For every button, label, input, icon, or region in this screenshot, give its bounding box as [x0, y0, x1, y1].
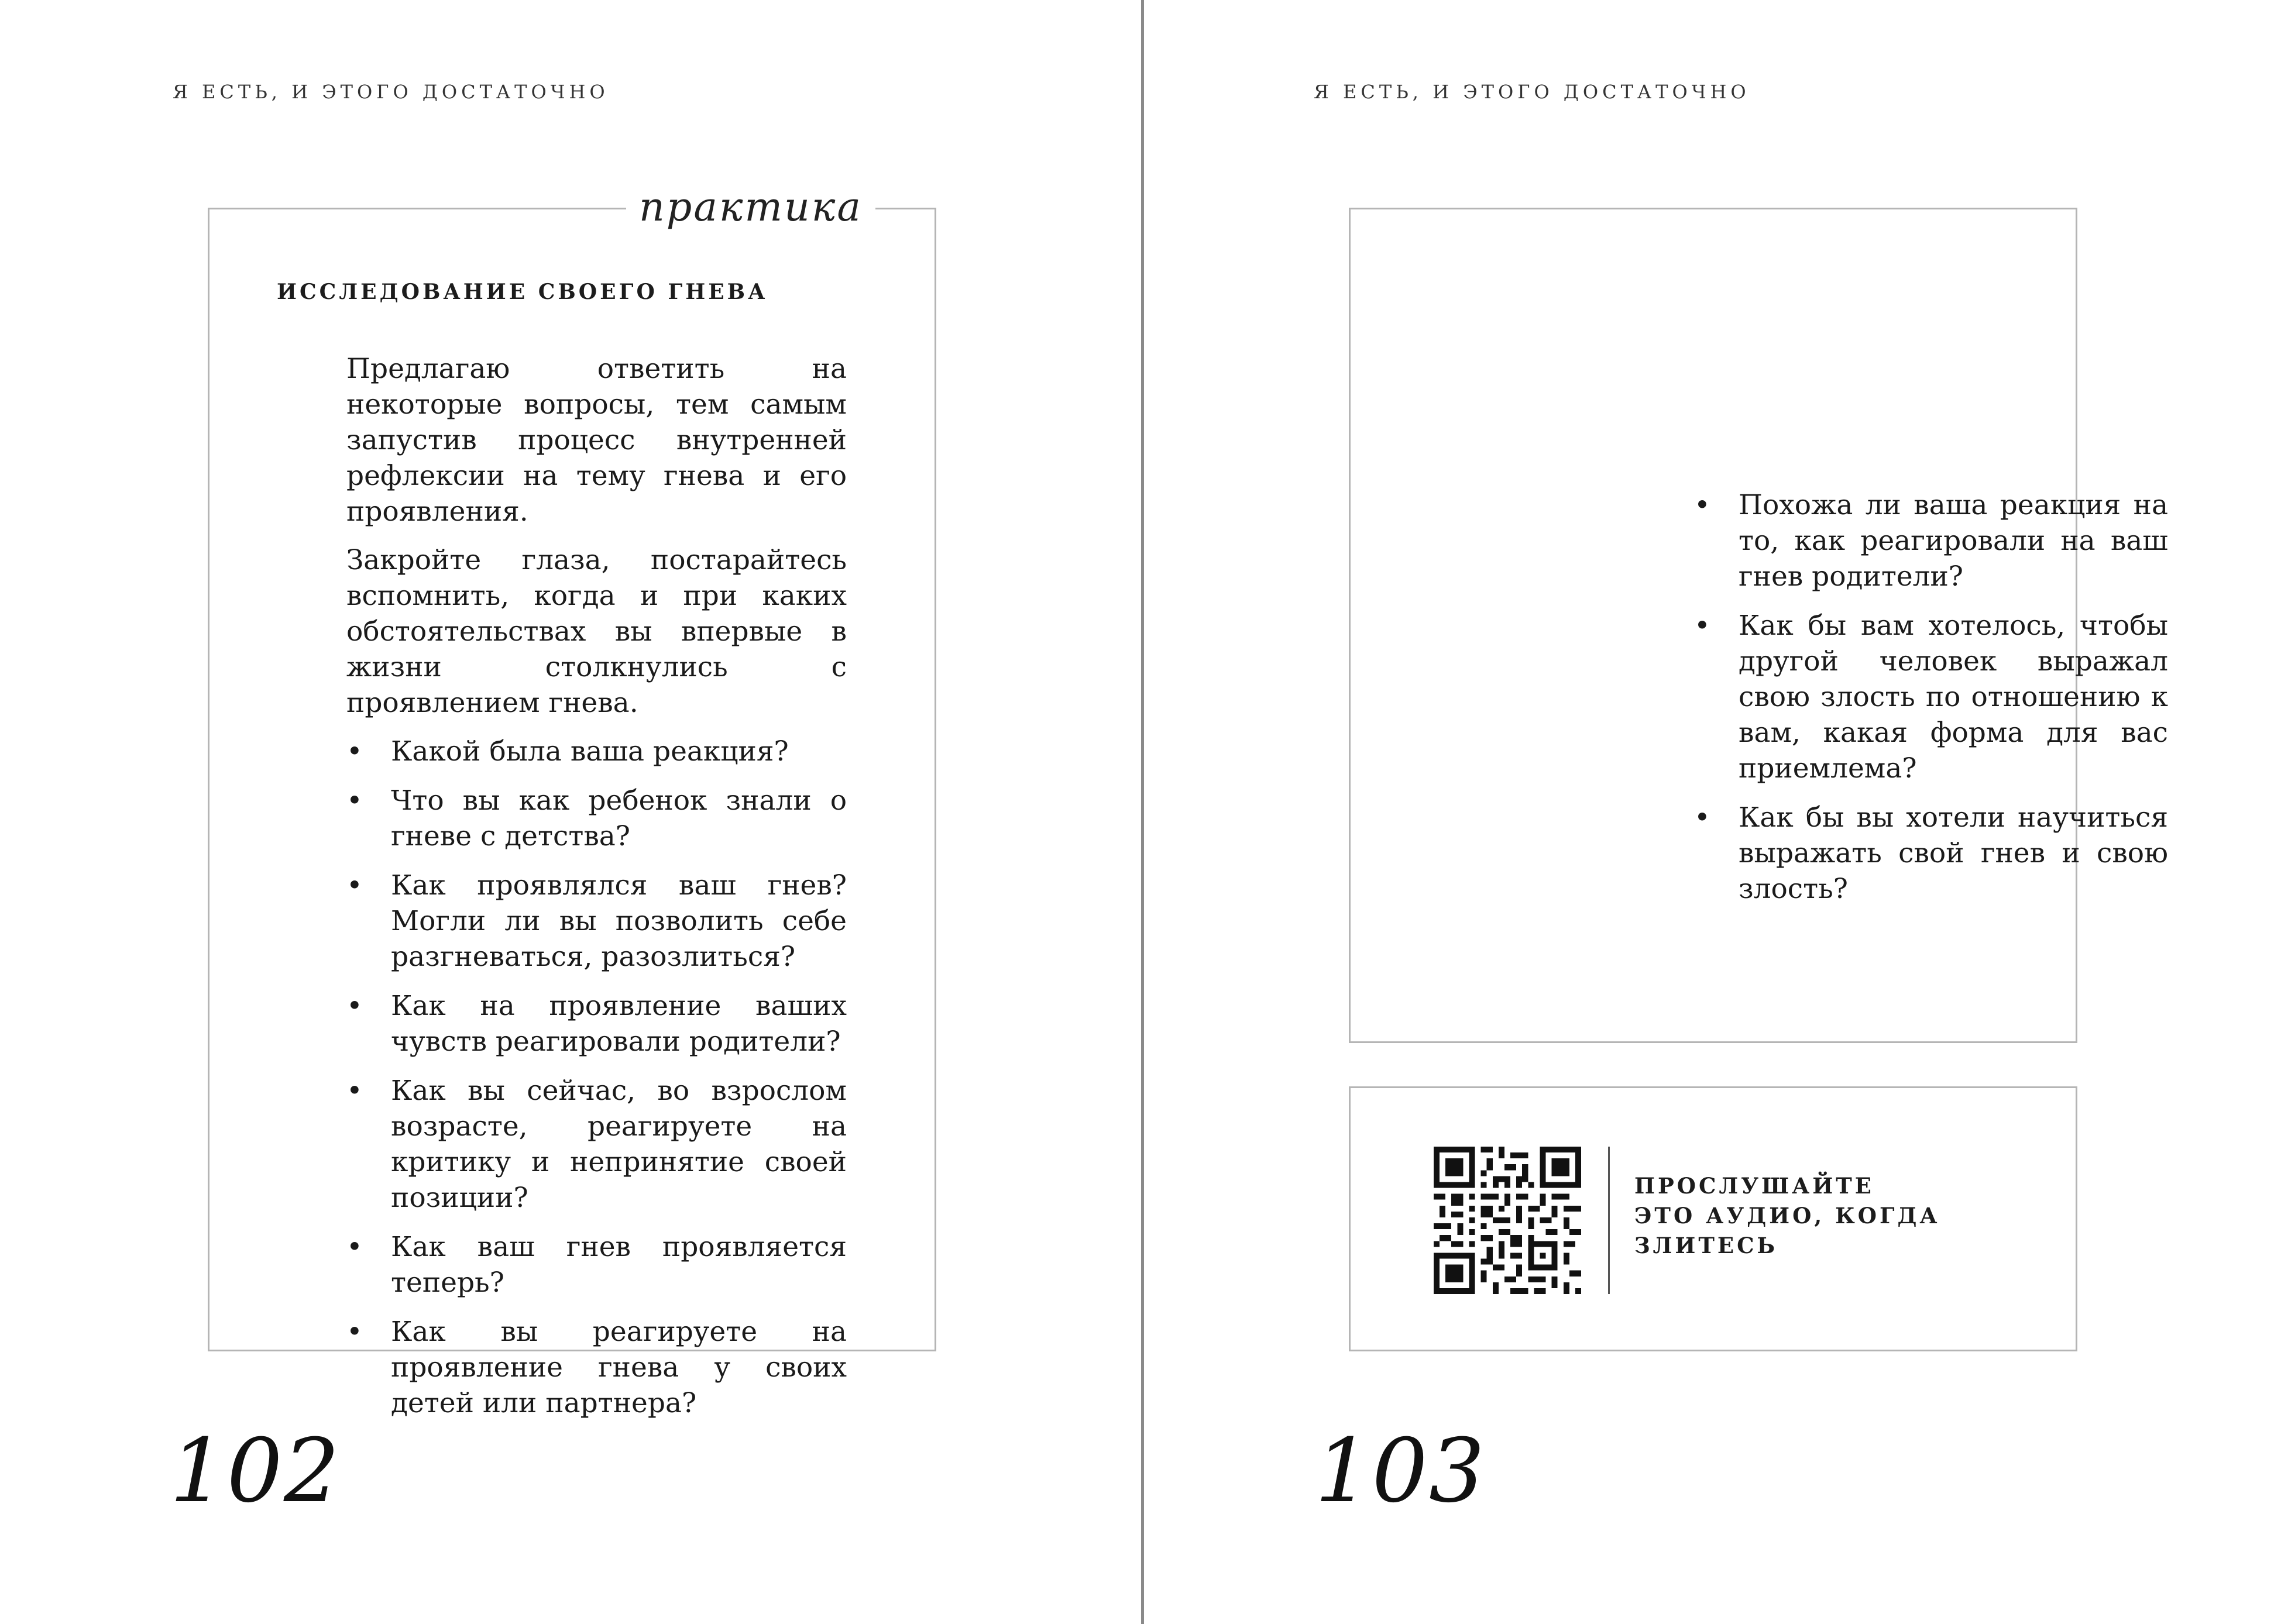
question-text: Как ваш гнев проявляется теперь? [391, 1231, 847, 1299]
instruction-paragraph: Закройте глаза, постарайтесь вспомнить, когда и при каких обстоятельствах вы впервые в жизни столкнулись с проявлением гнева. [346, 544, 847, 719]
audio-label-line: ЭТО АУДИО, КОГДА [1634, 1203, 1940, 1229]
bullet-icon: • [346, 1231, 363, 1263]
audio-divider [1608, 1147, 1610, 1294]
list-item [1694, 487, 2168, 594]
question-list [1694, 487, 2168, 920]
question-text: Как на проявление ваших чувств реагировали родители? [391, 990, 847, 1058]
audio-label-line: ПРОСЛУШАЙТЕ [1634, 1173, 1874, 1199]
page-number: 102 [170, 1420, 341, 1522]
running-head: Я ЕСТЬ, И ЭТОГО ДОСТАТОЧНО [173, 81, 609, 103]
list-item [346, 1314, 847, 1421]
bullet-icon: • [346, 1075, 363, 1107]
question-text: Что вы как ребенок знали о гневе с детства? [391, 785, 847, 852]
list-item [346, 783, 847, 854]
question-text: Какой была ваша реакция? [391, 735, 789, 768]
intro-paragraph: Предлагаю ответить на некоторые вопросы, тем самым запустив процесс внутренней рефлексии на тему гнева и его проявления. [346, 353, 847, 528]
list-item [346, 1229, 847, 1300]
bullet-icon: • [1694, 610, 1710, 642]
practice-tag: практика [626, 184, 875, 231]
list-item [346, 1073, 847, 1216]
question-text: Как бы вы хотели научиться выражать свой гнев и свою злость? [1739, 801, 2168, 905]
qr-code-icon[interactable] [1434, 1147, 1581, 1294]
list-item [346, 868, 847, 975]
bullet-icon: • [346, 990, 363, 1022]
practice-box-continued [1349, 208, 2168, 1043]
list-item [1694, 608, 2168, 786]
audio-label [1634, 1171, 1940, 1261]
running-head: Я ЕСТЬ, И ЭТОГО ДОСТАТОЧНО [1314, 81, 1750, 103]
question-text: Как вы сейчас, во взрослом возрасте, реагируете на критику и непринятие своей позиции? [391, 1075, 847, 1214]
list-item [346, 988, 847, 1059]
right-page [1144, 0, 2281, 1624]
list-item [346, 734, 847, 769]
audio-box [1349, 1086, 2077, 1351]
bullet-icon: • [346, 785, 363, 817]
audio-label-line: ЗЛИТЕСЬ [1634, 1233, 1778, 1258]
page-number: 103 [1315, 1420, 1486, 1522]
bullet-icon: • [346, 735, 363, 768]
bullet-icon: • [346, 1316, 363, 1348]
question-text: Похожа ли ваша реакция на то, как реагировали на ваш гнев родители? [1739, 489, 2168, 593]
section-heading: ИССЛЕДОВАНИЕ СВОЕГО ГНЕВА [277, 280, 768, 304]
practice-body [346, 351, 847, 1434]
bullet-icon: • [1694, 801, 1710, 834]
question-text: Как проявлялся ваш гнев? Могли ли вы позволить себе разгневаться, разозлиться? [391, 869, 847, 973]
question-text: Как вы реагируете на проявление гнева у своих детей или партнера? [391, 1316, 847, 1419]
question-list [346, 734, 847, 1421]
list-item [1694, 800, 2168, 907]
bullet-icon: • [1694, 489, 1710, 521]
question-text: Как бы вам хотелось, чтобы другой человек выражал свою злость по отношению к вам, какая форма для вас приемлема? [1739, 610, 2168, 785]
bullet-icon: • [346, 869, 363, 902]
